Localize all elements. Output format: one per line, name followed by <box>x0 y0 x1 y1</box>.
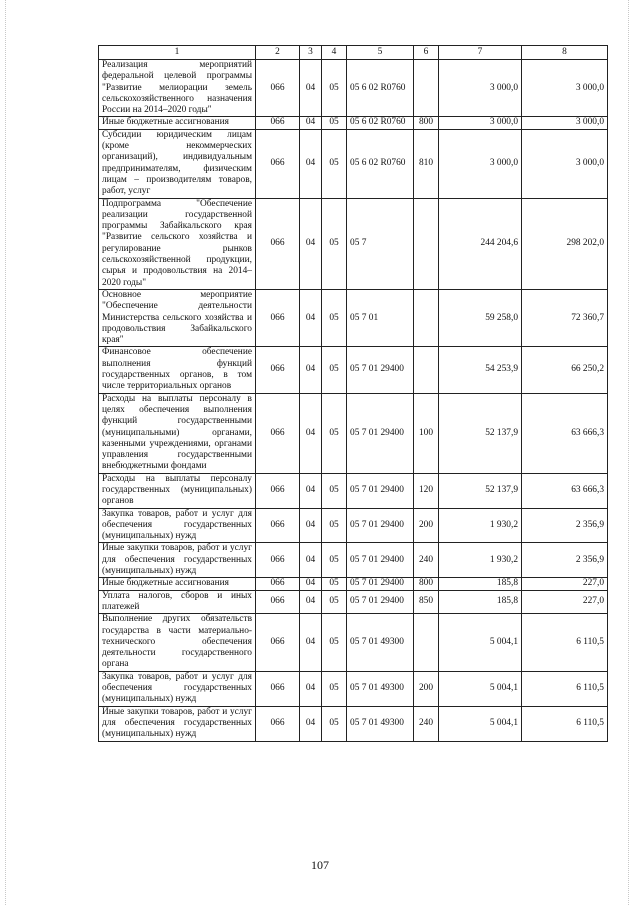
ministry-code: 066 <box>256 508 300 543</box>
ministry-code: 066 <box>256 543 300 578</box>
ministry-code: 066 <box>256 347 300 393</box>
expense-type-code: 810 <box>414 129 439 198</box>
row-description: Расходы на выплаты персоналу в целях обеспечения выполнения функций государственными (муниципальными) органами, казенными учреждениями, органами управления государственными внебюджетными фондами <box>99 393 256 473</box>
expense-type-code <box>414 614 439 671</box>
ministry-code: 066 <box>256 614 300 671</box>
row-description: Закупка товаров, работ и услуг для обеспечения государственных (муниципальных) нужд <box>99 508 256 543</box>
section-code: 04 <box>300 578 322 590</box>
left-margin-line <box>5 0 6 905</box>
section-code: 04 <box>300 706 322 741</box>
table-body <box>99 60 608 742</box>
amount-year-2: 2 356,9 <box>522 543 608 578</box>
subsection-code: 05 <box>322 347 347 393</box>
amount-year-2: 227,0 <box>522 590 608 614</box>
ministry-code: 066 <box>256 578 300 590</box>
section-code: 04 <box>300 347 322 393</box>
target-article-code: 05 7 01 29400 <box>347 347 414 393</box>
table-row <box>99 578 608 590</box>
section-code: 04 <box>300 671 322 706</box>
expense-type-code: 100 <box>414 393 439 473</box>
expense-type-code: 240 <box>414 706 439 741</box>
subsection-code: 05 <box>322 706 347 741</box>
amount-year-2: 72 360,7 <box>522 289 608 346</box>
ministry-code: 066 <box>256 393 300 473</box>
table-row <box>99 706 608 741</box>
expense-type-code: 200 <box>414 671 439 706</box>
target-article-code: 05 7 01 49300 <box>347 671 414 706</box>
table-row <box>99 508 608 543</box>
budget-table <box>98 45 608 742</box>
subsection-code: 05 <box>322 473 347 508</box>
row-description: Реализация мероприятий федеральной целевой программы "Развитие мелиорации земель сельскохозяйственного назначения России на 2014–2020 годы" <box>99 60 256 117</box>
header-col-1: 1 <box>99 46 256 60</box>
amount-year-1: 1 930,2 <box>439 543 522 578</box>
section-code: 04 <box>300 543 322 578</box>
row-description: Финансовое обеспечение выполнения функций государственных органов, в том числе территориальных органов <box>99 347 256 393</box>
section-code: 04 <box>300 590 322 614</box>
target-article-code: 05 6 02 R0760 <box>347 117 414 129</box>
amount-year-2: 6 110,5 <box>522 706 608 741</box>
ministry-code: 066 <box>256 60 300 117</box>
header-col-8: 8 <box>522 46 608 60</box>
section-code: 04 <box>300 614 322 671</box>
ministry-code: 066 <box>256 198 300 289</box>
row-description: Иные бюджетные ассигнования <box>99 117 256 129</box>
table-row <box>99 671 608 706</box>
table-row <box>99 614 608 671</box>
target-article-code: 05 7 01 29400 <box>347 508 414 543</box>
header-col-5: 5 <box>347 46 414 60</box>
amount-year-1: 1 930,2 <box>439 508 522 543</box>
target-article-code: 05 7 01 29400 <box>347 590 414 614</box>
expense-type-code: 200 <box>414 508 439 543</box>
row-description: Уплата налогов, сборов и иных платежей <box>99 590 256 614</box>
target-article-code: 05 6 02 R0760 <box>347 60 414 117</box>
table-row <box>99 198 608 289</box>
amount-year-2: 63 666,3 <box>522 473 608 508</box>
amount-year-2: 66 250,2 <box>522 347 608 393</box>
subsection-code: 05 <box>322 198 347 289</box>
table-row <box>99 543 608 578</box>
ministry-code: 066 <box>256 129 300 198</box>
subsection-code: 05 <box>322 671 347 706</box>
section-code: 04 <box>300 60 322 117</box>
subsection-code: 05 <box>322 60 347 117</box>
target-article-code: 05 7 01 29400 <box>347 543 414 578</box>
amount-year-2: 63 666,3 <box>522 393 608 473</box>
subsection-code: 05 <box>322 508 347 543</box>
header-col-4: 4 <box>322 46 347 60</box>
table-row <box>99 393 608 473</box>
expense-type-code <box>414 60 439 117</box>
amount-year-1: 54 253,9 <box>439 347 522 393</box>
expense-type-code: 240 <box>414 543 439 578</box>
ministry-code: 066 <box>256 706 300 741</box>
target-article-code: 05 7 01 29400 <box>347 473 414 508</box>
section-code: 04 <box>300 117 322 129</box>
row-description: Субсидии юридическим лицам (кроме некоммерческих организаций), индивидуальным предпринимателям, физическим лицам – производителям товаров, работ, услуг <box>99 129 256 198</box>
row-description: Подпрограмма "Обеспечение реализации государственной программы Забайкальского края "Развитие сельского хозяйства и регулирование рынков сельскохозяйственной продукции, сырья и продовольствия на 2014–2020 годы" <box>99 198 256 289</box>
section-code: 04 <box>300 473 322 508</box>
amount-year-1: 5 004,1 <box>439 706 522 741</box>
expense-type-code: 850 <box>414 590 439 614</box>
expense-type-code <box>414 347 439 393</box>
header-col-3: 3 <box>300 46 322 60</box>
amount-year-1: 59 258,0 <box>439 289 522 346</box>
amount-year-1: 52 137,9 <box>439 393 522 473</box>
expense-type-code <box>414 289 439 346</box>
target-article-code: 05 7 <box>347 198 414 289</box>
amount-year-1: 3 000,0 <box>439 129 522 198</box>
subsection-code: 05 <box>322 117 347 129</box>
header-col-2: 2 <box>256 46 300 60</box>
amount-year-1: 52 137,9 <box>439 473 522 508</box>
section-code: 04 <box>300 393 322 473</box>
target-article-code: 05 7 01 29400 <box>347 578 414 590</box>
row-description: Иные бюджетные ассигнования <box>99 578 256 590</box>
amount-year-1: 185,8 <box>439 590 522 614</box>
subsection-code: 05 <box>322 590 347 614</box>
amount-year-2: 3 000,0 <box>522 129 608 198</box>
ministry-code: 066 <box>256 473 300 508</box>
amount-year-1: 5 004,1 <box>439 614 522 671</box>
target-article-code: 05 7 01 29400 <box>347 393 414 473</box>
header-col-7: 7 <box>439 46 522 60</box>
row-description: Иные закупки товаров, работ и услуг для обеспечения государственных (муниципальных) нужд <box>99 706 256 741</box>
table-row <box>99 473 608 508</box>
ministry-code: 066 <box>256 671 300 706</box>
subsection-code: 05 <box>322 614 347 671</box>
section-code: 04 <box>300 289 322 346</box>
ministry-code: 066 <box>256 590 300 614</box>
row-description: Расходы на выплаты персоналу государственных (муниципальных) органов <box>99 473 256 508</box>
expense-type-code: 800 <box>414 578 439 590</box>
page-number: 107 <box>311 858 329 872</box>
target-article-code: 05 7 01 <box>347 289 414 346</box>
amount-year-2: 3 000,0 <box>522 60 608 117</box>
header-row <box>99 46 608 60</box>
amount-year-1: 185,8 <box>439 578 522 590</box>
amount-year-2: 298 202,0 <box>522 198 608 289</box>
table-row <box>99 117 608 129</box>
table-row <box>99 347 608 393</box>
amount-year-1: 3 000,0 <box>439 117 522 129</box>
row-description: Выполнение других обязательств государства в части материально-технического обеспечения деятельности государственного органа <box>99 614 256 671</box>
section-code: 04 <box>300 198 322 289</box>
right-margin-line <box>628 0 629 905</box>
subsection-code: 05 <box>322 289 347 346</box>
expense-type-code: 120 <box>414 473 439 508</box>
ministry-code: 066 <box>256 289 300 346</box>
row-description: Закупка товаров, работ и услуг для обеспечения государственных (муниципальных) нужд <box>99 671 256 706</box>
ministry-code: 066 <box>256 117 300 129</box>
row-description: Иные закупки товаров, работ и услуг для обеспечения государственных (муниципальных) нужд <box>99 543 256 578</box>
header-col-6: 6 <box>414 46 439 60</box>
expense-type-code <box>414 198 439 289</box>
table-row <box>99 129 608 198</box>
expense-type-code: 800 <box>414 117 439 129</box>
table-row <box>99 289 608 346</box>
amount-year-1: 5 004,1 <box>439 671 522 706</box>
section-code: 04 <box>300 129 322 198</box>
amount-year-1: 3 000,0 <box>439 60 522 117</box>
amount-year-2: 227,0 <box>522 578 608 590</box>
target-article-code: 05 7 01 49300 <box>347 614 414 671</box>
section-code: 04 <box>300 508 322 543</box>
subsection-code: 05 <box>322 578 347 590</box>
table-row <box>99 590 608 614</box>
amount-year-2: 3 000,0 <box>522 117 608 129</box>
target-article-code: 05 6 02 R0760 <box>347 129 414 198</box>
amount-year-1: 244 204,6 <box>439 198 522 289</box>
amount-year-2: 2 356,9 <box>522 508 608 543</box>
subsection-code: 05 <box>322 393 347 473</box>
subsection-code: 05 <box>322 129 347 198</box>
table-row <box>99 60 608 117</box>
amount-year-2: 6 110,5 <box>522 671 608 706</box>
row-description: Основное мероприятие "Обеспечение деятельности Министерства сельского хозяйства и продовольствия Забайкальского края" <box>99 289 256 346</box>
subsection-code: 05 <box>322 543 347 578</box>
target-article-code: 05 7 01 49300 <box>347 706 414 741</box>
amount-year-2: 6 110,5 <box>522 614 608 671</box>
table-header <box>99 46 608 60</box>
